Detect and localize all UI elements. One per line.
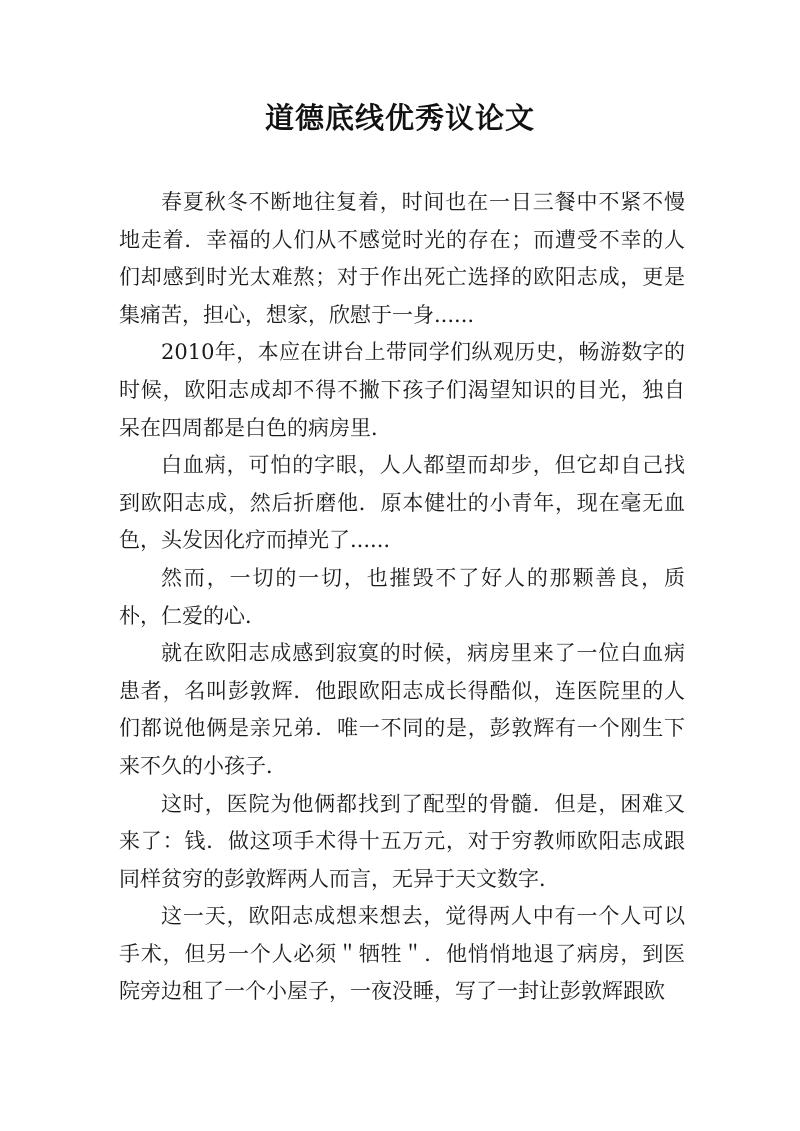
paragraph: 就在欧阳志成感到寂寞的时候，病房里来了一位白血病患者，名叫彭敦辉．他跟欧阳志成长得酷似，连医院里的人们都说他俩是亲兄弟．唯一不同的是，彭敦辉有一个刚生下来不久的小孩子． [119, 641, 685, 778]
paragraph: 这一天，欧阳志成想来想去，觉得两人中有一个人可以手术，但另一个人必须＂牺牲＂．他悄悄地退了病房，到医院旁边租了一个小屋子，一夜没睡，写了一封让彭敦辉跟欧 [119, 904, 685, 1004]
paragraph: 然而，一切的一切，也摧毁不了好人的那颗善良，质朴，仁爱的心． [119, 565, 685, 628]
paragraph: 这时，医院为他俩都找到了配型的骨髓．但是，困难又来了：钱．做这项手术得十五万元，对于穷教师欧阳志成跟同样贫穷的彭敦辉两人而言，无异于天文数字． [119, 791, 685, 891]
paragraph: 春夏秋冬不断地往复着，时间也在一日三餐中不紧不慢地走着．幸福的人们从不感觉时光的存在；而遭受不幸的人们却感到时光太难熬；对于作出死亡选择的欧阳志成，更是集痛苦，担心，想家，欣慰于一身...... [119, 190, 685, 327]
document-title: 道德底线优秀议论文 [264, 101, 535, 135]
document-body [119, 184, 685, 1011]
paragraph: 2010年，本应在讲台上带同学们纵观历史，畅游数字的时候，欧阳志成却不得不撇下孩子们渴望知识的目光，独自呆在四周都是白色的病房里． [119, 340, 685, 440]
paragraph: 白血病，可怕的字眼，人人都望而却步，但它却自己找到欧阳志成，然后折磨他．原本健壮的小青年，现在毫无血色，头发因化疗而掉光了...... [119, 453, 685, 553]
